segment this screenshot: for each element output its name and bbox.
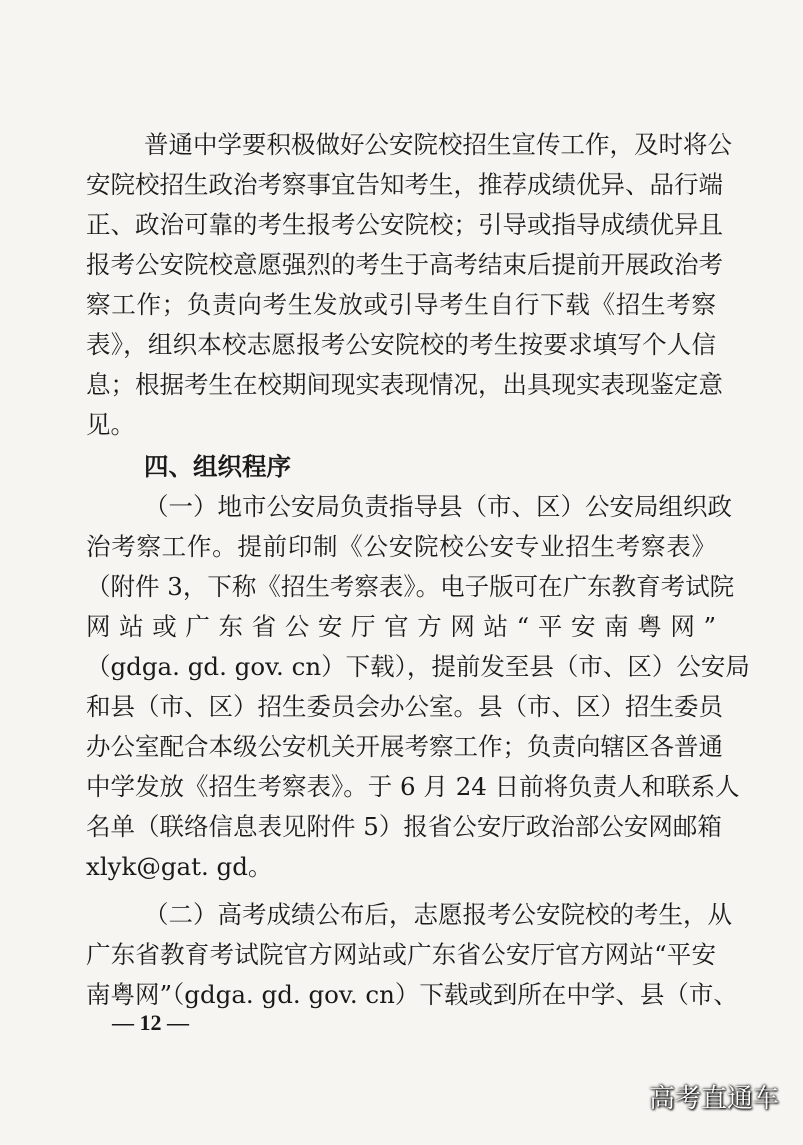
watermark-label: 高考直通车 bbox=[648, 1084, 779, 1114]
paragraph2-line-2: 治考察工作。提前印制《公安院校公安专业招生考察表》 bbox=[86, 532, 716, 561]
page-number: — 12 — bbox=[112, 1010, 189, 1035]
paragraph2-line-4: 网站或广东省公安厅官方网站“平安南粤网” bbox=[86, 612, 716, 641]
paragraph2-line-9: 名单（联络信息表见附件 5）报省公安厅政治部公安网邮箱 bbox=[86, 812, 722, 841]
paragraph2-line-10: xlyk@gat. gd。 bbox=[86, 852, 273, 881]
paragraph3-line-2: 广东省教育考试院官方网站或广东省公安厅官方网站“平安 bbox=[86, 940, 716, 969]
section-heading: 四、组织程序 bbox=[144, 452, 291, 481]
paragraph2-line-3: （附件 3，下称《招生考察表》。电子版可在广东教育考试院 bbox=[86, 572, 735, 601]
paragraph2-line-1: （一）地市公安局负责指导县（市、区）公安局组织政 bbox=[144, 492, 732, 521]
paragraph1-line-5: 察工作；负责向考生发放或引导考生自行下载《招生考察 bbox=[86, 290, 716, 319]
paragraph3-line-1: （二）高考成绩公布后，志愿报考公安院校的考生，从 bbox=[144, 900, 732, 929]
paragraph1-line-7: 息；根据考生在校期间现实表现情况，出具现实表现鉴定意 bbox=[86, 370, 723, 399]
paragraph2-line-6: 和县（市、区）招生委员会办公室。县（市、区）招生委员 bbox=[86, 692, 723, 721]
paragraph2-line-8: 中学发放《招生考察表》。于 6 月 24 日前将负责人和联系人 bbox=[86, 772, 740, 801]
paragraph2-line-7: 办公室配合本级公安机关开展考察工作；负责向辖区各普通 bbox=[86, 732, 723, 761]
paragraph1-line-4: 报考公安院校意愿强烈的考生于高考结束后提前开展政治考 bbox=[86, 250, 723, 279]
paragraph2-line-5: （gdga. gd. gov. cn）下载），提前发至县（市、区）公安局 bbox=[86, 652, 750, 681]
paragraph1-line-2: 安院校招生政治考察事宜告知考生，推荐成绩优异、品行端 bbox=[86, 170, 723, 199]
paragraph1-line-8: 见。 bbox=[86, 410, 135, 439]
paragraph1-line-3: 正、政治可靠的考生报考公安院校；引导或指导成绩优异且 bbox=[86, 210, 723, 239]
paragraph1-line-1: 普通中学要积极做好公安院校招生宣传工作，及时将公 bbox=[144, 130, 732, 159]
paragraph1-line-6: 表》，组织本校志愿报考公安院校的考生按要求填写个人信 bbox=[86, 330, 716, 359]
paragraph3-line-3: 南粤网”（gdga. gd. gov. cn）下载或到所在中学、县（市、 bbox=[86, 980, 738, 1009]
